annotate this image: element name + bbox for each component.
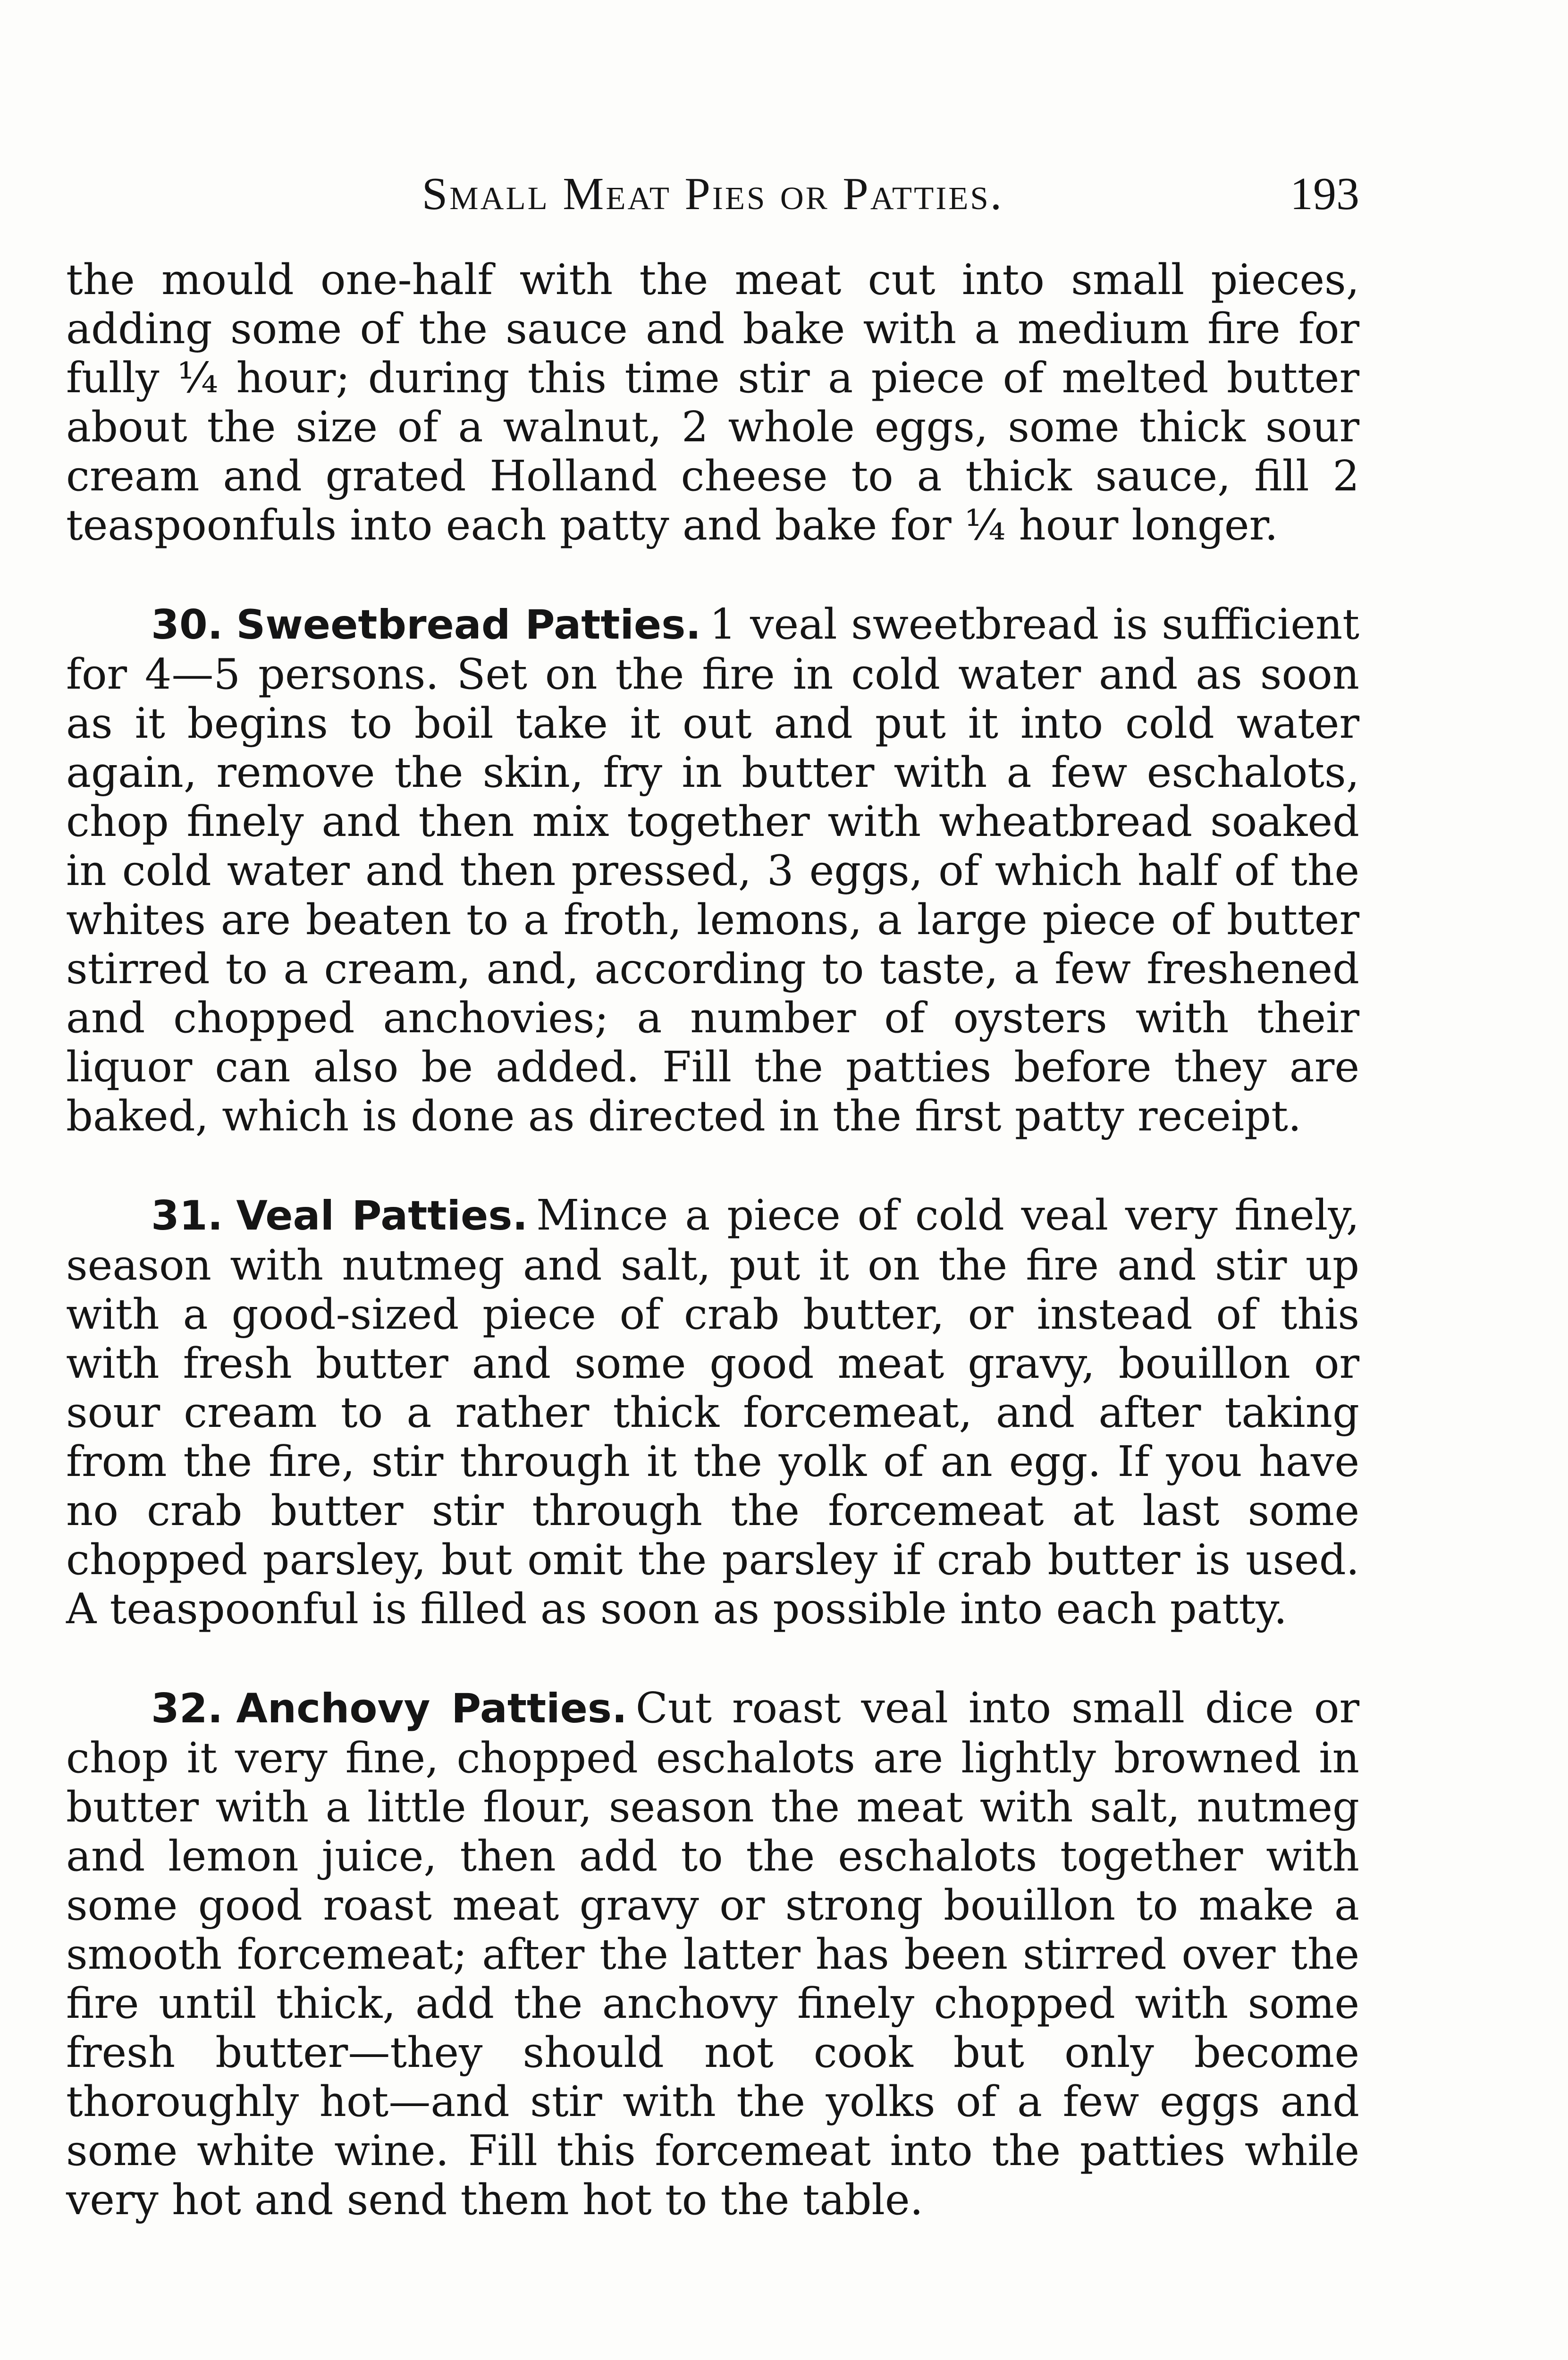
recipe-sweetbread-patties [66, 599, 1359, 1140]
running-head [66, 168, 1359, 219]
recipe-text: Mince a piece of cold veal very finely, season with nutmeg and salt, put it on the fire and stir up with a good-sized piece of crab butter, or instead of this with fresh butter and some good meat gravy, bouillon or sour cream to a rather thick forcemeat, and after taking from the fire, stir through it the yolk of an egg. If you have no crab butter stir through the forcemeat at last some chopped parsley, but omit the parsley if crab butter is used. A teaspoonful is filled as soon as possible into each patty. [66, 1190, 1359, 1633]
recipe-veal-patties [66, 1190, 1359, 1633]
continued-paragraph [66, 255, 1359, 549]
recipe-title: Anchovy Patties. [236, 1685, 627, 1732]
paragraph-text: the mould one-half with the meat cut into small pieces, adding some of the sauce and bake with a medium fire for fully ¼ hour; during this time stir a piece of melted butter about the size of a walnut, 2 whole eggs, some thick sour cream and grated Holland cheese to a thick sauce, fill 2 teaspoonfuls into each patty and bake for ¼ hour longer. [66, 255, 1359, 549]
body-text [66, 255, 1359, 2274]
recipe-number: 30. [151, 601, 223, 649]
running-head-title: Small Meat Pies or Patties. [422, 169, 1004, 219]
recipe-number: 31. [151, 1192, 223, 1239]
recipe-anchovy-patties [66, 1683, 1359, 2224]
page-number: 193 [1290, 169, 1359, 219]
recipe-text: Cut roast veal into small dice or chop it very fine, chopped eschalots are lightly browned in butter with a little flour, season the meat with salt, nutmeg and lemon juice, then add to the eschalots together with some good roast meat gravy or strong bouillon to make a smooth forcemeat; after the latter has been stirred over the fire until thick, add the anchovy finely chopped with some fresh butter—they should not cook but only become thoroughly hot—and stir with the yolks of a few eggs and some white wine. Fill this forcemeat into the patties while very hot and send them hot to the table. [66, 1683, 1359, 2224]
recipe-number: 32. [151, 1685, 223, 1732]
recipe-text: 1 veal sweetbread is sufficient for 4—5 persons. Set on the fire in cold water and as soon as it begins to boil take it out and put it into cold water again, remove the skin, fry in butter with a few eschalots, chop finely and then mix together with wheatbread soaked in cold water and then pressed, 3 eggs, of which half of the whites are beaten to a froth, lemons, a large piece of butter stirred to a cream, and, according to taste, a few freshened and chopped anchovies; a number of oysters with their liquor can also be added. Fill the patties before they are baked, which is done as directed in the first patty receipt. [66, 599, 1359, 1140]
recipe-title: Veal Patties. [236, 1192, 528, 1239]
recipe-title: Sweetbread Patties. [236, 601, 701, 649]
